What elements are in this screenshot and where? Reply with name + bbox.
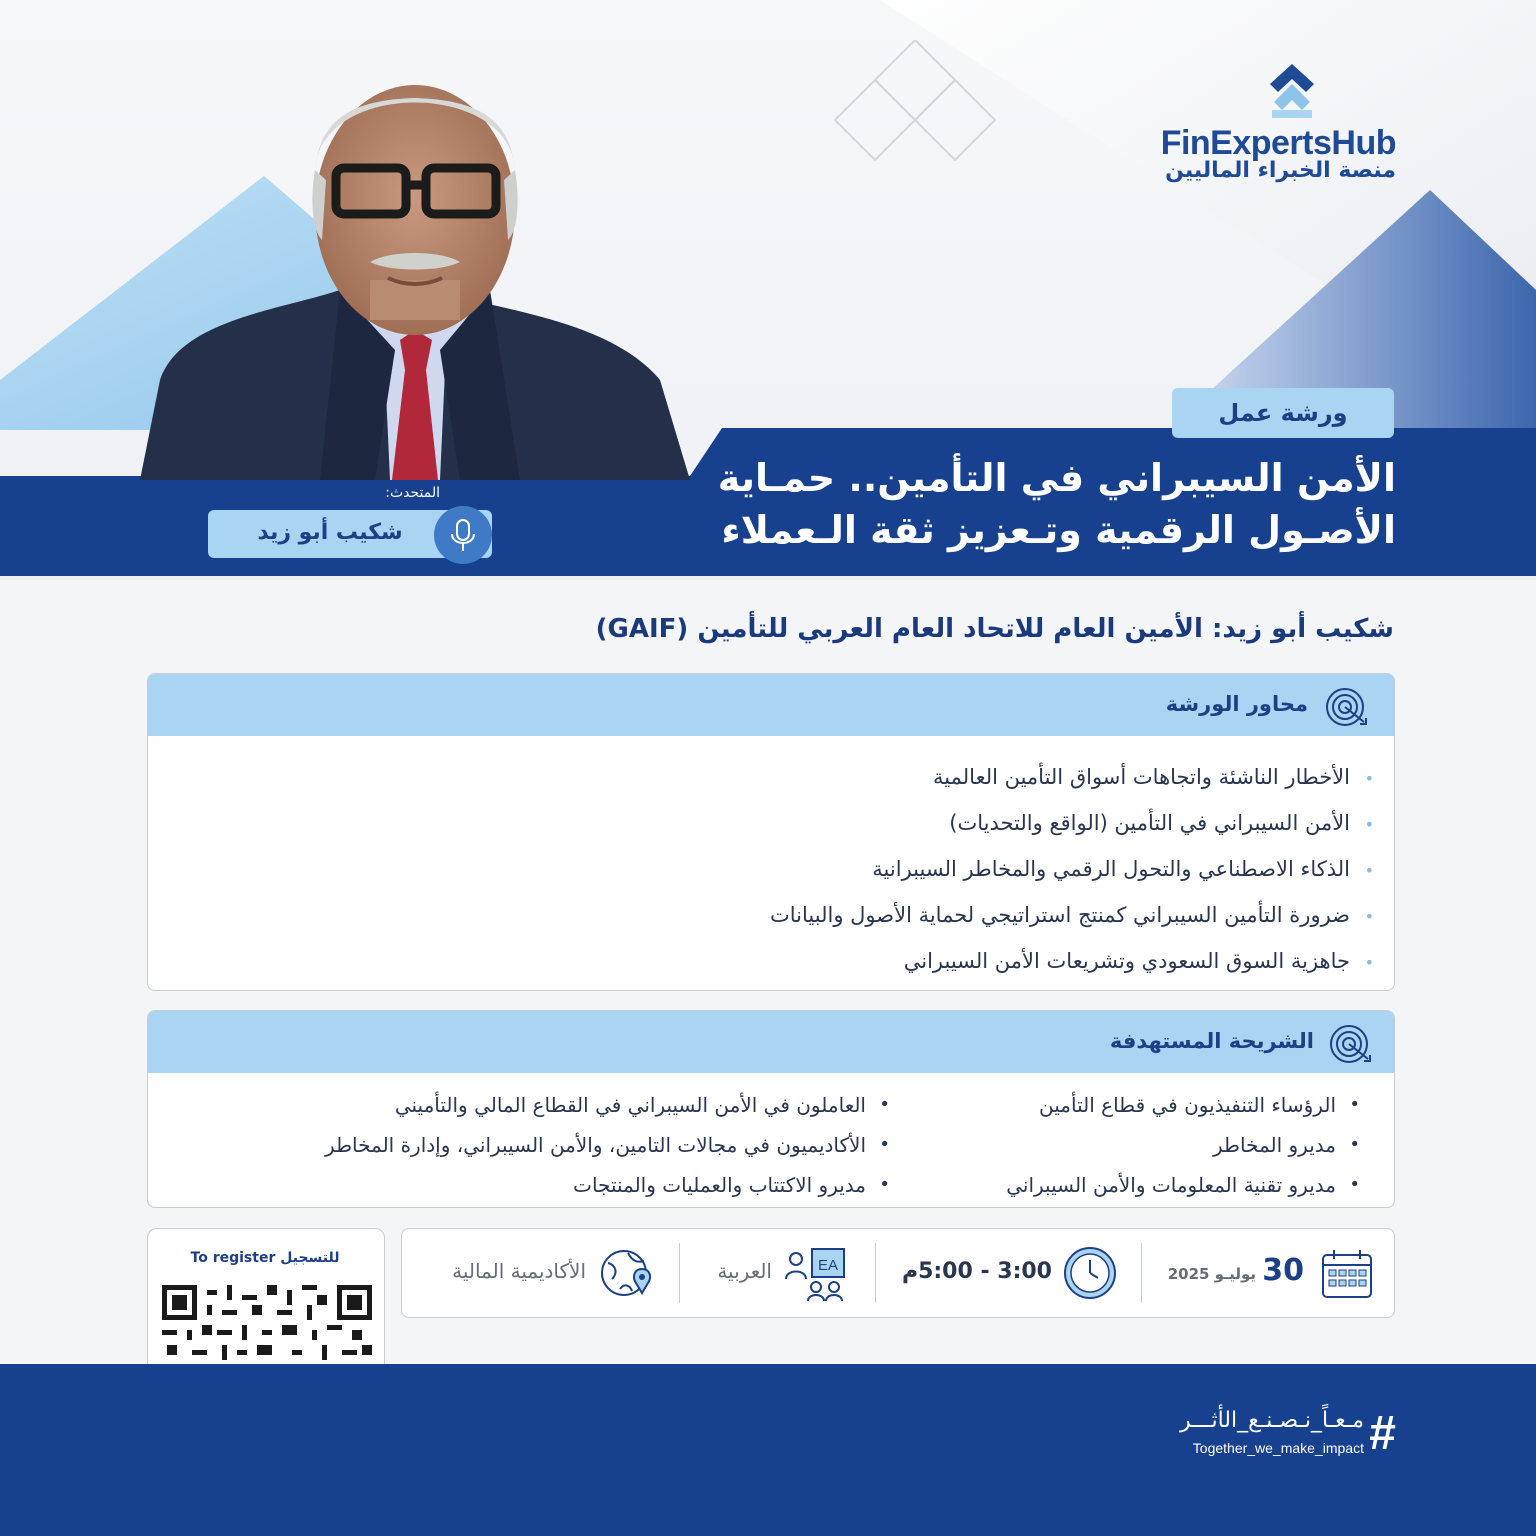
- target-icon: [1328, 1021, 1374, 1067]
- brand-name-en: FinExpertsHub: [1160, 124, 1396, 162]
- event-time: 3:00 - 5:00م: [901, 1259, 1052, 1284]
- audience-heading: الشريحة المستهدفة: [1109, 1029, 1314, 1053]
- list-item: • الرؤساء التنفيذيون في قطاع التأمين: [1006, 1091, 1336, 1131]
- list-item: • جاهزية السوق السعودي وتشريعات الأمن السيبراني: [770, 946, 1350, 991]
- speaker-caption: المتحدث:: [385, 485, 440, 501]
- workshop-tag: ورشة عمل: [1172, 388, 1394, 438]
- audience-list-right: [1006, 1091, 1336, 1208]
- event-language: العربية: [717, 1259, 772, 1283]
- audience-panel: [147, 1010, 1395, 1208]
- hashtag-symbol: #: [1369, 1407, 1396, 1460]
- divider: [679, 1243, 681, 1303]
- list-item: • مديرو تقنية المعلومات والأمن السيبراني: [1006, 1171, 1336, 1208]
- speaker-name: شكيب أبو زيد: [257, 520, 403, 545]
- event-title-line1: الأمن السيبراني في التأمين.. حمـاية: [717, 456, 1396, 500]
- target-icon: [1324, 684, 1370, 730]
- topics-heading: محاور الورشة: [1165, 692, 1308, 716]
- audience-list-left: [325, 1091, 866, 1208]
- topics-list: [770, 762, 1350, 991]
- register-label: To register للتسجيل: [170, 1250, 360, 1266]
- list-item: • العاملون في الأمن السيبراني في القطاع المالي والتأميني: [325, 1091, 866, 1131]
- audience-panel-header: [148, 1011, 1394, 1073]
- divider: [1141, 1243, 1143, 1303]
- decor-diamonds: [820, 40, 1010, 170]
- clock-icon: [1062, 1245, 1118, 1301]
- list-item: • ضرورة التأمين السيبراني كمنتج استراتيجي لحماية الأصول والبيانات: [770, 900, 1350, 946]
- footer-tagline-en: Together_we_make_impact: [1192, 1440, 1364, 1456]
- topics-panel: [147, 673, 1395, 991]
- brand-logo-icon: [1262, 62, 1322, 122]
- brand-name-ar: منصة الخبراء الماليين: [1165, 158, 1396, 183]
- location-globe-icon: [598, 1243, 656, 1301]
- speaker-photo: [140, 40, 700, 480]
- language-icon-text: EA: [817, 1257, 839, 1274]
- list-item: • الأمن السيبراني في التأمين (الواقع والتحديات): [770, 808, 1350, 854]
- divider: [875, 1243, 877, 1303]
- list-item: • مديرو الاكتتاب والعمليات والمنتجات: [325, 1171, 866, 1208]
- event-venue: الأكاديمية المالية: [452, 1259, 586, 1283]
- footer-tagline-ar: مـعـاً_نـصـنـع_الأثـــر: [1180, 1408, 1364, 1433]
- microphone-icon: [434, 506, 492, 564]
- event-day: 30: [1262, 1253, 1304, 1288]
- list-item: • الذكاء الاصطناعي والتحول الرقمي والمخاطر السيبرانية: [770, 854, 1350, 900]
- event-title-line2: الأصـول الرقمية وتـعزيز ثقة الـعملاء: [721, 508, 1396, 552]
- event-info-bar: [401, 1228, 1395, 1318]
- topics-panel-header: [148, 674, 1394, 736]
- calendar-icon: [1320, 1247, 1374, 1301]
- language-icon: [782, 1245, 848, 1303]
- event-month-year: يوليـو 2025: [1167, 1265, 1256, 1283]
- list-item: • مديرو المخاطر: [1006, 1131, 1336, 1171]
- list-item: • الأكاديميون في مجالات التامين، والأمن السيبراني، وإدارة المخاطر: [325, 1131, 866, 1171]
- speaker-subtitle: شكيب أبو زيد: الأمين العام للاتحاد العام العربي للتأمين (GAIF): [595, 614, 1394, 644]
- list-item: • الأخطار الناشئة واتجاهات أسواق التأمين العالمية: [770, 762, 1350, 808]
